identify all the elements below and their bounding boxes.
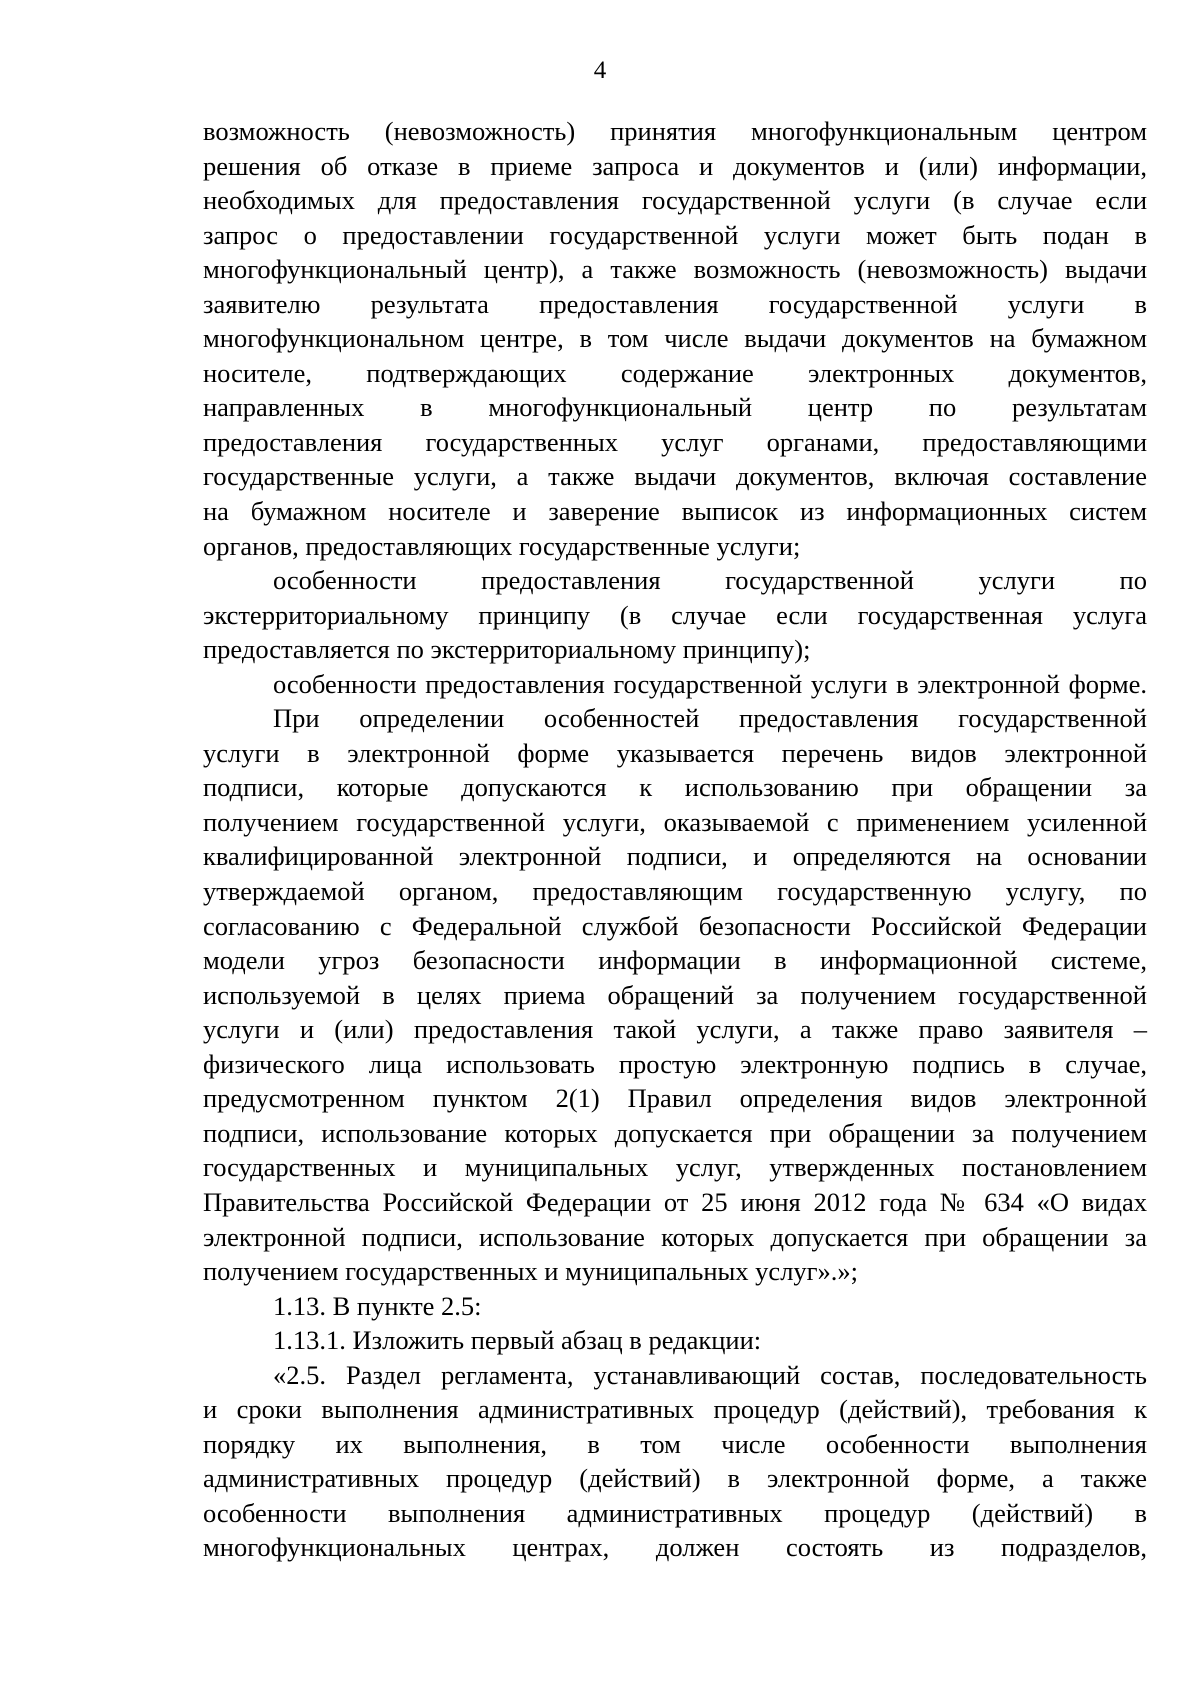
text-line: многофункциональных центрах, должен состоять из подразделов, [203, 1532, 1147, 1563]
text-line: квалифицированной электронной подписи, и определяются на основании [203, 841, 1147, 872]
text-line: порядку их выполнения, в том числе особенности выполнения [203, 1428, 1147, 1459]
text-line: подписи, использование которых допускается при обращении за получением [203, 1117, 1147, 1148]
text-line: органов, предоставляющих государственные услуги; [203, 530, 801, 561]
text-line: особенности предоставления государственной услуги в электронной форме. [273, 668, 1147, 699]
text-line: модели угроз безопасности информации в информационной системе, [203, 945, 1147, 976]
text-line: При определении особенностей предоставления государственной [273, 703, 1147, 734]
text-line: на бумажном носителе и заверение выписок из информационных систем [203, 496, 1147, 527]
text-line: особенности выполнения административных процедур (действий) в [203, 1497, 1147, 1528]
text-line: государственных и муниципальных услуг, утвержденных постановлением [203, 1152, 1147, 1183]
text-line: запрос о предоставлении государственной услуги может быть подан в [203, 219, 1147, 250]
text-line: «2.5. Раздел регламента, устанавливающий состав, последовательность [273, 1359, 1147, 1390]
text-line: носителе, подтверждающих содержание электронных документов, [203, 357, 1147, 388]
page-number: 4 [593, 57, 607, 84]
text-line: многофункциональном центре, в том числе выдачи документов на бумажном [203, 323, 1147, 354]
text-line: согласованию с Федеральной службой безопасности Российской Федерации [203, 910, 1147, 941]
text-line: услуги и (или) предоставления такой услуги, а также право заявителя – [203, 1014, 1147, 1045]
text-line: физического лица использовать простую электронную подпись в случае, [203, 1048, 1147, 1079]
text-line: 1.13. В пункте 2.5: [273, 1290, 482, 1321]
text-line: предоставления государственных услуг органами, предоставляющими [203, 426, 1147, 457]
text-line: получением государственных и муниципальных услуг».»; [203, 1256, 859, 1287]
text-line: подписи, которые допускаются к использованию при обращении за [203, 772, 1147, 803]
text-line: электронной подписи, использование которых допускается при обращении за [203, 1221, 1147, 1252]
document-body [203, 114, 1147, 1565]
text-line: Правительства Российской Федерации от 25 июня 2012 года № 634 «О видах [203, 1186, 1147, 1217]
text-line: предусмотренном пунктом 2(1) Правил определения видов электронной [203, 1083, 1147, 1114]
text-line: услуги в электронной форме указывается перечень видов электронной [203, 737, 1147, 768]
text-line: и сроки выполнения административных процедур (действий), требования к [203, 1394, 1147, 1425]
text-line: решения об отказе в приеме запроса и документов и (или) информации, [203, 150, 1147, 181]
text-line: многофункциональный центр), а также возможность (невозможность) выдачи [203, 254, 1147, 285]
text-line: предоставляется по экстерриториальному принципу); [203, 634, 811, 665]
text-line: заявителю результата предоставления государственной услуги в [203, 288, 1147, 319]
text-line: 1.13.1. Изложить первый абзац в редакции: [273, 1325, 762, 1356]
text-line: возможность (невозможность) принятия многофункциональным центром [203, 116, 1147, 146]
text-line: государственные услуги, а также выдачи документов, включая составление [203, 461, 1147, 492]
text-line: направленных в многофункциональный центр по результатам [203, 392, 1147, 423]
text-line: получением государственной услуги, оказываемой с применением усиленной [203, 806, 1147, 837]
text-line: экстерриториальному принципу (в случае если государственная услуга [203, 599, 1147, 630]
text-line: используемой в целях приема обращений за получением государственной [203, 979, 1147, 1010]
text-line: необходимых для предоставления государственной услуги (в случае если [203, 185, 1147, 216]
text-line: утверждаемой органом, предоставляющим государственную услугу, по [203, 876, 1147, 907]
text-line: особенности предоставления государственной услуги по [273, 565, 1147, 596]
text-line: административных процедур (действий) в электронной форме, а также [203, 1463, 1147, 1494]
